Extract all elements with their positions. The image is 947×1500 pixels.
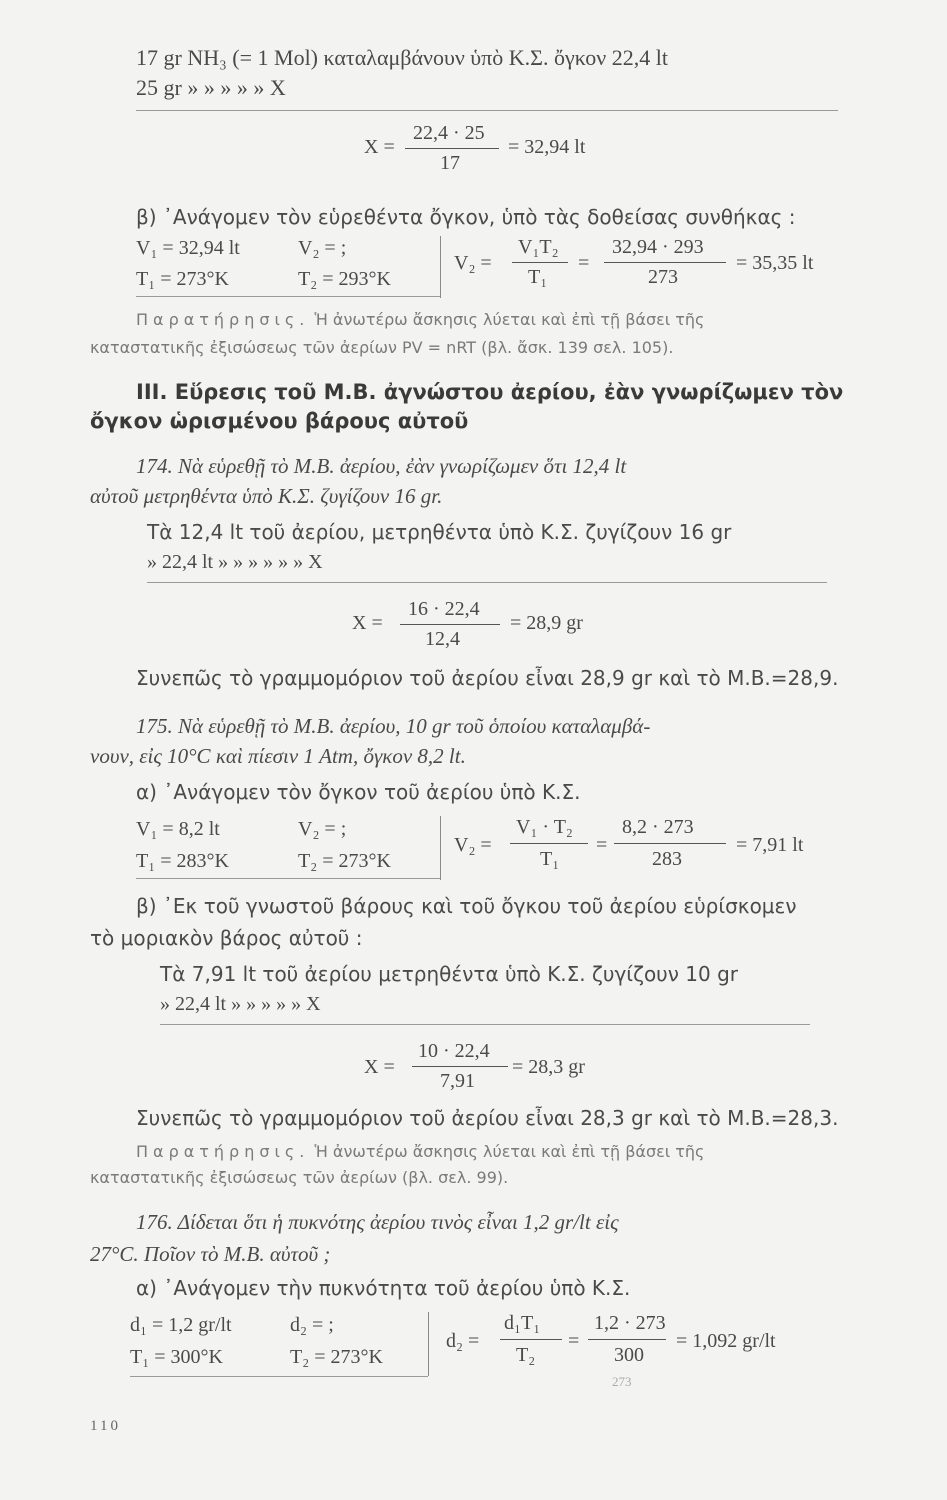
fraction-bar xyxy=(588,1339,666,1340)
proportion-line-1: Τὰ 7,91 lt τοῦ ἀερίου μετρηθέντα ὑπὸ Κ.Σ. ζυγίζουν 10 gr xyxy=(160,962,739,986)
fraction-numerator: 16 · 22,4 xyxy=(408,598,480,620)
proportion-line-2: » 22,4 lt » » » » » X xyxy=(160,993,321,1015)
table-cell: V₂ = ; xyxy=(298,237,347,259)
formula-denominator: T₂ xyxy=(516,1344,536,1366)
equation-lhs: X = xyxy=(364,1056,395,1078)
step-beta-text: β) ᾿Ανάγομεν τὸν εὑρεθέντα ὄγκον, ὑπὸ τὰς δοθείσας συνθήκας : xyxy=(136,205,796,229)
proportion-line-2: » 22,4 lt » » » » » » X xyxy=(147,551,323,573)
handwritten-annotation: 273 xyxy=(612,1374,632,1389)
equation-result: = 28,3 gr xyxy=(512,1056,585,1078)
problem-176-statement: 176. Δίδεται ὅτι ἡ πυκνότης ἀερίου τινὸς εἶναι 1,2 gr/lt εἰς xyxy=(136,1210,619,1234)
step-beta-text: β) ᾿Εκ τοῦ γνωστοῦ βάρους καὶ τοῦ ὄγκου τοῦ ἀερίου εὑρίσκομεν xyxy=(136,894,797,918)
divider xyxy=(160,1024,810,1025)
table-divider xyxy=(440,816,441,880)
equation-lhs: X = xyxy=(364,136,395,158)
table-cell: T₂ = 273°K xyxy=(290,1346,383,1368)
table-divider xyxy=(428,1312,429,1376)
fraction-bar xyxy=(510,843,588,844)
fraction-bar xyxy=(500,1339,562,1340)
table-cell: T₁ = 273°K xyxy=(136,268,229,290)
formula-lhs: V₂ = xyxy=(454,834,492,856)
fraction-bar xyxy=(412,1066,508,1067)
table-underline xyxy=(136,296,440,297)
table-underline xyxy=(136,878,440,879)
value-result: = 7,91 lt xyxy=(736,834,804,856)
section-heading: III. Εὕρεσις τοῦ Μ.Β. ἀγνώστου ἀερίου, ἐὰν γνωρίζωμεν τὸν xyxy=(136,380,844,404)
step-beta-text-cont: τὸ μοριακὸν βάρος αὐτοῦ : xyxy=(90,926,363,950)
remark-line-1: Παρατήρησις. Ἡ ἀνωτέρω ἄσκησις λύεται καὶ ἐπὶ τῇ βάσει τῆς xyxy=(136,310,705,329)
formula-lhs: d₂ = xyxy=(446,1330,480,1352)
formula-eq: = xyxy=(596,834,608,856)
table-divider xyxy=(440,236,441,298)
fraction-denominator: 7,91 xyxy=(440,1070,475,1092)
table-cell: V₂ = ; xyxy=(298,818,347,840)
problem-174-statement: 174. Νὰ εὑρεθῇ τὸ Μ.Β. ἀερίου, ἐὰν γνωρίζωμεν ὅτι 12,4 lt xyxy=(136,454,627,478)
conclusion: Συνεπῶς τὸ γραμμομόριον τοῦ ἀερίου εἶναι 28,9 gr καὶ τὸ Μ.Β.=28,9. xyxy=(136,666,839,690)
proportion-line-1: Τὰ 12,4 lt τοῦ ἀερίου, μετρηθέντα ὑπὸ Κ.Σ. ζυγίζουν 16 gr xyxy=(147,520,732,544)
formula-numerator: d₁T₁ xyxy=(504,1312,541,1334)
step-alpha-text: α) ᾿Ανάγομεν τὸν ὄγκον τοῦ ἀερίου ὑπὸ Κ.Σ. xyxy=(136,780,581,804)
problem-176-statement-cont: 27°C. Ποῖον τὸ Μ.Β. αὐτοῦ ; xyxy=(90,1242,331,1266)
table-underline xyxy=(130,1376,428,1377)
equation-result: = 28,9 gr xyxy=(510,612,583,634)
formula-denominator: T₁ xyxy=(540,848,560,870)
fraction-denominator: 17 xyxy=(440,152,460,174)
problem-175-statement: 175. Νὰ εὑρεθῇ τὸ Μ.Β. ἀερίου, 10 gr τοῦ ὁποίου καταλαμβά- xyxy=(136,714,651,738)
remark-line-2: καταστατικῆς ἐξισώσεως τῶν ἀερίων (βλ. σελ. 99). xyxy=(90,1168,509,1187)
value-denominator: 300 xyxy=(614,1344,644,1366)
table-cell: d₁ = 1,2 gr/lt xyxy=(130,1314,232,1336)
table-cell: V₁ = 32,94 lt xyxy=(136,237,240,259)
fraction-numerator: 22,4 · 25 xyxy=(413,122,485,144)
fraction-bar xyxy=(405,148,499,149)
table-cell: T₂ = 273°K xyxy=(298,850,391,872)
value-numerator: 32,94 · 293 xyxy=(612,236,704,258)
remark-line-2: καταστατικῆς ἐξισώσεως τῶν ἀερίων PV = nRT (βλ. ἄσκ. 139 σελ. 105). xyxy=(90,338,674,357)
fraction-denominator: 12,4 xyxy=(425,628,460,650)
formula-eq: = xyxy=(568,1330,580,1352)
formula-denominator: T₁ xyxy=(528,266,548,288)
proportion-line-1: 17 gr NH₃ (= 1 Mol) καταλαμβάνουν ὑπὸ Κ.Σ. ὄγκον 22,4 lt xyxy=(136,45,668,70)
formula-lhs: V₂ = xyxy=(454,252,492,274)
fraction-bar xyxy=(614,843,726,844)
equation-result: = 32,94 lt xyxy=(508,136,586,158)
value-result: = 35,35 lt xyxy=(736,252,814,274)
table-cell: T₁ = 300°K xyxy=(130,1346,223,1368)
page-number: 110 xyxy=(90,1418,121,1434)
value-denominator: 283 xyxy=(652,848,682,870)
fraction-bar xyxy=(604,262,726,263)
value-numerator: 1,2 · 273 xyxy=(594,1312,666,1334)
table-cell: T₂ = 293°K xyxy=(298,268,391,290)
table-cell: d₂ = ; xyxy=(290,1314,334,1336)
divider xyxy=(147,582,827,583)
equation-lhs: X = xyxy=(352,612,383,634)
formula-eq: = xyxy=(578,252,590,274)
fraction-bar xyxy=(512,262,568,263)
value-denominator: 273 xyxy=(648,266,678,288)
formula-numerator: V₁T₂ xyxy=(518,236,559,258)
fraction-bar xyxy=(400,624,500,625)
problem-174-statement-cont: αὐτοῦ μετρηθέντα ὑπὸ Κ.Σ. ζυγίζουν 16 gr. xyxy=(90,484,443,508)
table-cell: T₁ = 283°K xyxy=(136,850,229,872)
section-heading-cont: ὄγκον ὡρισμένου βάρους αὐτοῦ xyxy=(90,409,469,433)
fraction-numerator: 10 · 22,4 xyxy=(418,1040,490,1062)
table-cell: V₁ = 8,2 lt xyxy=(136,818,220,840)
value-numerator: 8,2 · 273 xyxy=(622,816,694,838)
remark-line-1: Παρατήρησις. Ἡ ἀνωτέρω ἄσκησις λύεται καὶ ἐπὶ τῇ βάσει τῆς xyxy=(136,1142,705,1161)
step-alpha-text: α) ᾿Ανάγομεν τὴν πυκνότητα τοῦ ἀερίου ὑπὸ Κ.Σ. xyxy=(136,1276,631,1300)
problem-175-statement-cont: νουν, εἰς 10°C καὶ πίεσιν 1 Atm, ὄγκον 8,2 lt. xyxy=(90,744,466,768)
proportion-line-2: 25 gr » » » » » X xyxy=(136,75,286,100)
formula-numerator: V₁ · T₂ xyxy=(516,816,573,838)
divider xyxy=(136,110,838,111)
conclusion: Συνεπῶς τὸ γραμμομόριον τοῦ ἀερίου εἶναι 28,3 gr καὶ τὸ Μ.Β.=28,3. xyxy=(136,1106,839,1130)
value-result: = 1,092 gr/lt xyxy=(676,1330,776,1352)
